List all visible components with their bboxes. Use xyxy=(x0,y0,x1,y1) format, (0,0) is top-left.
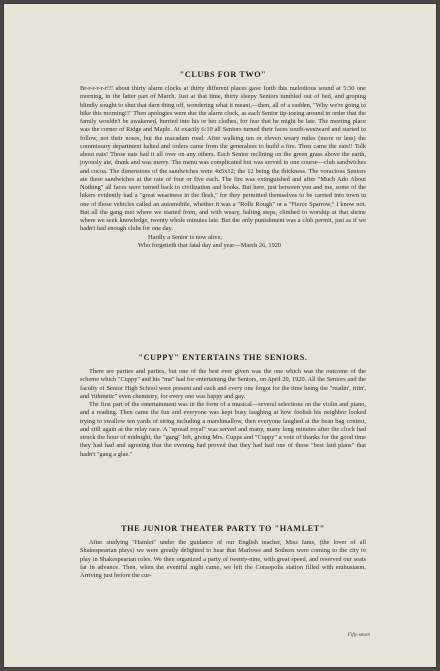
paragraph: After studying "Hamlet" under the guidance of our English teacher, Miss Iams, (the lover of all Shakespearian plays) we were greatly delighted to hear that Marlowe and Sothern were coming to the city to play in Shakespearian roles. We then organized a party of twenty-nine, with great speed, and reserved our seats far in advance. Then, when the eventful night came, we left the Coraopolis station filled with enthusiasm. Arriving just before the cur- xyxy=(80,539,366,579)
paragraph: The first part of the entertainment was in the form of a musical—several selections on the violin and piano, and a reading. Then came the fun and everyone was kept busy laughing at how foolish his neighbor looked trying to swallow ten yards of string including a marshmallow, then everyone laughed at the bean bag contest, and still again at the relay race. A "spread royal" was served and many, many long minutes after the clock had struck the hour of midnight, the "gang" left, giving Mrs. Cupps and "Cuppy" a vote of thanks for the good time they had had and agreeing that the evening had proved that they had had one of those "best laid plans" that hadn't "gang a glae." xyxy=(80,401,366,458)
verse-line: Hardly a Senior is now alive, xyxy=(148,233,222,241)
section-junior-theater-party xyxy=(80,524,366,580)
section-title: "CLUBS FOR TWO" xyxy=(179,70,267,79)
section-title: THE JUNIOR THEATER PARTY TO "HAMLET" xyxy=(121,524,325,533)
page-number: Fifty-seven xyxy=(347,633,370,638)
section-title: "CUPPY" ENTERTAINS THE SENIORS. xyxy=(138,353,308,362)
document-page xyxy=(3,3,437,668)
section-cuppy-entertains xyxy=(80,353,366,459)
paragraph: Br-r-r-r-r-r!!! about thirty alarm clocks at thirty different places gave forth this melodious sound at 5:30 one morning, in the latter part of March. Just at that time, thirty sleepy Seniors tumbled out of bed, and groping blindly sought to shut that darn thing off, wondering what it meant,—then, all of a sudden, "Why we're going to hike this morning!!" Then apologies were due the alarm clock, as each Senior tip-toeing around in order that the family wouldn't be awakened, hurried into his or her clothes, for fear that he might be late. The meeting place was the corner of Ridge and Maple. At exactly 6:10 all Seniors turned their faces south-westward and started to follow, not their noses, but the macadam road. After walking ten or eleven weary miles (more or less) the commissary department halted and orders came from the generalees to build a fire. Then came the eats!! Talk about eats! Those eats had it all over on any others. Each Senior reclining on the green grass above the earth, joyously ate, drank and was merry. The menu was complicated but was served in one course—club sandwiches and cocoa. The dimensions of the sandwiches were 4x5x12; the 12 being the thickness. The voracious Seniors ate these sandwiches at the rate of four or five each. The fire was extinguished and after "Much Ado About Nothing" all faces were turned back to civilization and books. But here, just between you and me, some of the hikers evidently had a "great weariness in the flesh," for they permitted themselves to be carried into town in one of those vehicles called an automobile, whether it was a "Rolls Rough" or a "Fierce Sparrow," I know not. But all the gang met where we started from, and with weary, halting steps, climbed to worship at that shrine where we seek knowledge, twenty whole minutes late. But the only punishment was a club permit, just as if we hadn't had enough clubs for one day. xyxy=(80,85,366,233)
verse xyxy=(80,234,366,251)
verse-line: Who forgetteth that fatal day and year—March 26, 1920 xyxy=(138,241,282,249)
section-clubs-for-two xyxy=(80,70,366,250)
paragraph: There are parties and parties, but one of the best ever given was the one which was the outcome of the scheme which "Cuppy" and his "ma" had for entertaining the Seniors, on April 20, 1920. All the Seniors and the faculty of Senior High School were present and each and every one forgot for the time being the "readin', ritin', and 'rithmetic" even chemistry, for every one was happy and gay. xyxy=(80,368,366,400)
